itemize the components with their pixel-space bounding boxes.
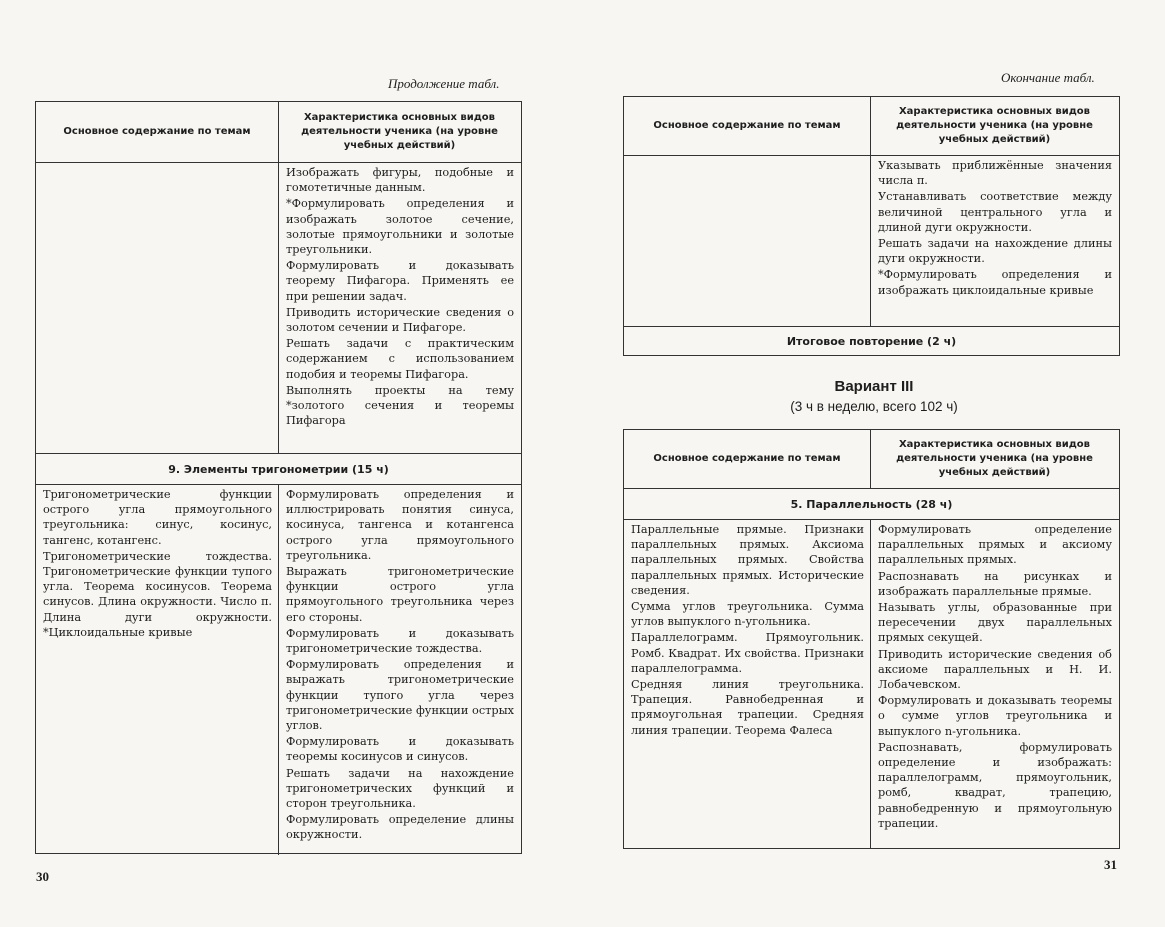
row2-col2: [871, 520, 1118, 848]
text-line: Средняя линия треугольника. Трапеция. Равнобедренная и прямоугольная трапеции. Средняя линия трапеции. Теорема Фалеса: [631, 678, 864, 737]
text-line: Выражать тригонометрические функции острого угла прямоугольного треугольника через его стороны.: [286, 565, 514, 624]
text-line: Распознавать, формулировать определение и изображать: параллелограмм, прямоугольник, ромб, квадрат, трапецию, равнобедренную и прямоугольную трапеции.: [878, 740, 1112, 830]
table-row: [36, 485, 521, 855]
text-line: Формулировать определения и иллюстрировать понятия синуса, косинуса, тангенса и котангенса острого угла прямоугольного треугольника.: [286, 488, 514, 562]
text-line: Формулировать определение параллельных прямых и аксиому параллельных прямых.: [878, 523, 1112, 567]
text-line: Тригонометрические функции острого угла прямоугольного треугольника: синус, косинус, тангенс, котангенс.: [43, 488, 272, 547]
text-line: Распознавать на рисунках и изображать параллельные прямые.: [878, 569, 1112, 598]
table-row: [624, 520, 1119, 848]
final-review-row: Итоговое повторение (2 ч): [624, 326, 1119, 355]
header-col1: Основное содержание по темам: [624, 97, 871, 155]
table-header: [624, 430, 1119, 489]
text-line: Называть углы, образованные при пересечении двух параллельных прямых секущей.: [878, 601, 1112, 645]
page-number: 31: [1104, 857, 1117, 872]
text-line: *Формулировать определения и изображать золотое сечение, золотые прямоугольники и золотые треугольники.: [286, 197, 514, 257]
row2-col2: [279, 485, 520, 855]
header-col2: Характеристика основных видов деятельности ученика (на уровне учебных действий): [896, 106, 1093, 145]
text-line: Формулировать определения и выражать тригонометрические функции тупого угла через тригонометрические функции острых углов.: [286, 658, 514, 733]
text-line: Тригонометрические тождества. Тригонометрические функции тупого угла. Теорема косинусов. Теорема синусов. Длина окружности. Число π. Длина дуги окружности. *Циклоидальные кривые: [43, 549, 272, 639]
variant-heading: [583, 378, 1165, 414]
table-header: [36, 102, 521, 163]
left-table: [35, 101, 522, 854]
text-line: Устанавливать соответствие между величиной центрального угла и длиной дуги окружности.: [878, 190, 1112, 234]
table-header: [624, 97, 1119, 156]
variant-title: Вариант III: [834, 378, 914, 395]
text-line: Указывать приближённые значения числа π.: [878, 159, 1112, 188]
header-col1: Основное содержание по темам: [36, 102, 279, 162]
continuation-label: Окончание табл.: [1001, 70, 1095, 85]
row1-col2: [871, 156, 1118, 326]
text-line: Формулировать и доказывать теоремы о сумме углов треугольника и выпуклого n-угольника.: [878, 694, 1112, 738]
header-col2: Характеристика основных видов деятельности ученика (на уровне учебных действий): [896, 439, 1093, 478]
row1-col1: [624, 156, 871, 326]
page-number: 30: [36, 869, 49, 884]
text-line: Формулировать определение длины окружности.: [286, 813, 514, 842]
right-table-top: [623, 96, 1120, 356]
row2-col1: [624, 520, 871, 848]
continuation-label: Продолжение табл.: [388, 76, 500, 91]
text-line: Сумма углов треугольника. Сумма углов выпуклого n-угольника.: [631, 600, 864, 629]
text-line: Выполнять проекты на тему *золотого сечения и теоремы Пифагора: [286, 383, 514, 428]
text-line: Решать задачи на нахождение тригонометрических функций и сторон треугольника.: [286, 766, 514, 811]
text-line: Изображать фигуры, подобные и гомотетичные данным.: [286, 166, 514, 195]
header-col2: Характеристика основных видов деятельности ученика (на уровне учебных действий): [301, 112, 498, 151]
row1-col1: [36, 163, 279, 453]
text-line: Формулировать и доказывать теоремы косинусов и синусов.: [286, 735, 514, 764]
table-row: [36, 163, 521, 453]
text-line: *Формулировать определения и изображать циклоидальные кривые: [878, 268, 1112, 297]
text-line: Приводить исторические сведения об аксиоме параллельных и Н. И. Лобачевском.: [878, 647, 1112, 692]
section-title: 9. Элементы тригонометрии (15 ч): [36, 453, 521, 485]
text-line: Формулировать и доказывать тригонометрические тождества.: [286, 626, 514, 656]
section-title: 5. Параллельность (28 ч): [624, 489, 1119, 520]
table-row: [624, 156, 1119, 326]
right-page: [583, 0, 1165, 927]
right-table-bottom: [623, 429, 1120, 849]
text-line: Решать задачи с практическим содержанием с использованием подобия и теоремы Пифагора.: [286, 337, 514, 381]
text-line: Параллелограмм. Прямоугольник. Ромб. Квадрат. Их свойства. Признаки параллелограмма.: [631, 631, 864, 675]
text-line: Приводить исторические сведения о золотом сечении и Пифагоре.: [286, 305, 514, 335]
header-col1: Основное содержание по темам: [624, 430, 871, 488]
variant-subtitle: (3 ч в неделю, всего 102 ч): [790, 399, 958, 414]
row2-col1: [36, 485, 279, 855]
text-line: Параллельные прямые. Признаки параллельных прямых. Аксиома параллельных прямых. Свойства параллельных прямых. Исторические сведения.: [631, 523, 864, 597]
row1-col2: [279, 163, 520, 453]
text-line: Формулировать и доказывать теорему Пифагора. Применять ее при решении задач.: [286, 259, 514, 303]
text-line: Решать задачи на нахождение длины дуги окружности.: [878, 237, 1112, 266]
